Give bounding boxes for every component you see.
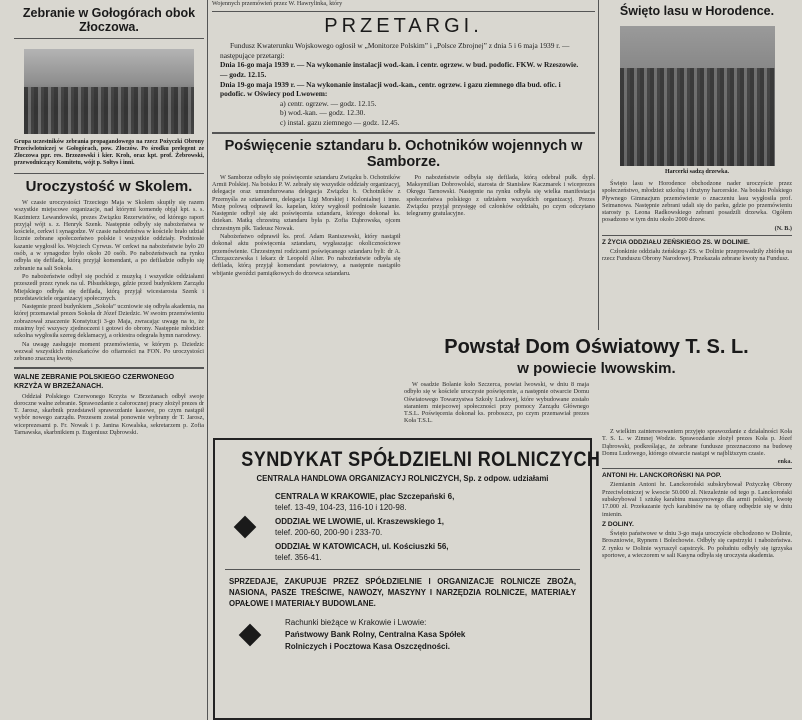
article-body-lanckoronski xyxy=(602,481,792,517)
article-body-horodenka xyxy=(602,180,792,232)
article-body-z-doliny xyxy=(602,530,792,559)
photo-caption-horodenka: Harcerki sadzą drzewka. xyxy=(664,169,730,175)
paragraph: Z wielkim zainteresowaniem przyjęto sprawozdanie z działalności Koła T. S. L. w Zimnej Wodzie. Sprawozdanie złożył prezes Koła p. Józef Dąbrowski, podkreślając, że zebrane fundusze przeznaczono na budowę Domu Ludowego, którego otwarcie nastąpi w najbliższym czasie. xyxy=(602,428,792,457)
paragraph: Członkinie oddziału żeńskiego ZS. w Dolinie przeprowadziły zbiórkę na rzecz Funduszu Obrony Narodowej. Przekazała zebrane kwoty na Fundusz. xyxy=(602,248,792,263)
article-title-lanckoronski: ANTONI Hr. LANCKOROŃSKI NA POP. xyxy=(602,472,722,480)
photo-crowd xyxy=(620,68,775,166)
right-lower-column xyxy=(602,428,792,720)
ad-diamond-left-2 xyxy=(215,617,285,653)
article-body-skole xyxy=(14,199,204,363)
paragraph: Ziemianin Antoni hr. Lanckoroński subskrybował Pożyczkę Obrony Przeciwlotniczej w kwocie 50.000 zł. Niezależnie od tego p. Lanckoroński subskrybował 1 sztukę karabinu maszynowego dla armii polskiej, kwotę 17.000 zł. Przekazanie tych karabinów na tę ofiarę odbędzie się w dniu imienin. xyxy=(602,481,792,518)
article-title-sambor: Poświęcenie sztandaru b. Ochotników wojennych w Samborze. xyxy=(224,137,583,170)
przetarg-1: Dnia 16-go maja 1939 r. — Na wykonanie instalacji wod.-kan. i centr. ogrzew. w bud. podofic. FKW. w Rzeszowie. — godz. 12.15. xyxy=(220,60,579,80)
ad-bank-section xyxy=(215,617,590,653)
paragraph: Święto państwowe w dniu 3-go maja uroczyście obchodzono w Dolinie, Broszniowie, Rypnem i Bolechowie. Odbyły się capstrzyki i nabożeństwa. Z rynku w Dolinie wyruszył capstrzyk. Po południu odbyły się igrzyska sportowe, a wieczorem w sali Kasyna odbyła się uroczysta akademia. xyxy=(602,529,792,559)
ad-line-2b: telef. 200-60, 200-90 i 233-70. xyxy=(275,528,383,537)
przetargi-intro: Fundusz Kwaterunku Wojskowego ogłosił w „Monitorze Polskim” i „Polsce Zbrojnej” z dnia 5 i 6 maja 1939 r. — następujące przetargi: xyxy=(220,41,570,60)
article-body-powstal-cont xyxy=(602,428,792,465)
paragraph: Święto lasu w Horodence obchodzone nader uroczyście przez społeczeństwo, młodzież szkolną i drużyny harcerskie. Na boisku Polskiego Pływnego Gimnazjum przemówienie o znaczeniu lasu wygłosiła prof. Seimanowa. Następnie zebrani udali się do parku, gdzie po przemówieniu starosty p. Leona Radkowskiego zebrani posadzili drzewka. Ogółem posadzono w tym dniu około 2000 drzew. xyxy=(602,180,792,224)
przetarg-2: Dnia 19-go maja 1939 r. — Na wykonanie instalacji wod.-kan., centr. ogrzew. i gazu ziemnego dla bud. ofic. i podofic. w Oświecy pod Lwowem: xyxy=(220,79,561,99)
ad-bank-head: Rachunki bieżące w Krakowie i Lwowie: xyxy=(285,618,427,627)
paragraph: Po nabożeństwie odbyła się defilada, którą odebrał pułk. dypl. Maksymilian Dobrowolski, starosta dr Stanisław Kaczmarek i wiceprezes Okręgu Tarnowski. Następnie na rynku odbyła się wielka manifestacja społeczeństwa polskiego z udziałem wszystkich organizacyj. Prezes Związku przyjął przysięgę od członków oddziału, po czym odczytano telegramy gratulacyjne. xyxy=(406,173,595,218)
sambor-col-1 xyxy=(212,174,401,422)
left-column xyxy=(14,0,204,720)
section-rule xyxy=(14,367,204,369)
article-title-z-doliny: Z DOLINY. xyxy=(602,520,634,528)
przetargi-body xyxy=(220,41,587,127)
article-title-skole: Uroczystość w Skolem. xyxy=(25,178,193,195)
paragraph: W osadzie Bolanie koło Szczerca, powiat lwowski, w dniu 8 maja odbyło się w kościele uroczyste poświęcenie, a następnie otwarcie Domu Oświatowego Towarzystwa Szkoły Ludowej, które wybudowane zostało staraniem miejscowej społeczności przy pomocy Zarządu Głównego T.S.L. Poświęcenia dokonał ks. proboszcz, po czym przemawiał prezes Koła T.S.L. xyxy=(404,381,589,425)
column-rule-right xyxy=(598,0,599,330)
ad-line-3b: telef. 356-41. xyxy=(275,553,322,562)
ad-line-1b: telef. 13-49, 104-23, 116-10 i 120-98. xyxy=(275,503,407,512)
ad-address-block xyxy=(275,491,454,563)
photo-caption-gologory: Grupa uczestników zebrania propagandowego na rzecz Pożyczki Obrony Przeciwlotniczej w Gołogórach, pow. Złoczów. Po środku prelegent ze Złoczowa ppr. res. Brzozowski i kier. Kroh, oraz kpt. prof. Żebrowski, przewodniczący Komitetu, wójt p. Sołtys i inni. xyxy=(14,139,204,166)
ad-diamond-icon xyxy=(239,624,262,647)
ad-addresses xyxy=(215,491,590,563)
ad-bank-2: Rolniczych i Pocztowa Kasa Oszczędności. xyxy=(285,642,450,651)
ad-diamond-icon xyxy=(234,516,257,539)
ad-rule xyxy=(225,569,580,570)
ad-diamond-left xyxy=(215,491,275,563)
ad-bank-1: Państwowy Bank Rolny, Centralna Kasa Spółek xyxy=(285,630,466,639)
ad-line-3: ODDZIAŁ W KATOWICACH, ul. Kościuszki 56, xyxy=(275,542,449,551)
przetarg-2b: b) wod.-kan. — godz. 12.30. xyxy=(280,108,366,118)
paragraph: W czasie uroczystości Trzeciego Maja w Skolem skupiły się razem wszystkie miejscowe organizacje, nad którymi komendę objął kpt. s. s. Kazimierz Lewandowski, prezes Związku Rezerwistów, od którego raport przyjął wójt s. z. Henryk Szenk. Następnie odbyły się nabożeństwa w kościele, cerkwi i synagodze. W czasie nabożeństwa w kościele brało udział licznie zebrane społeczeństwo polskie i wszystkie oddziały. Podniosłe kazanie wygłosił ks. Wojciech Cyrwus. W cerkwi na nabożeństwie było 20 osób, a w synagodze było około 20 osób. Po nabożeństwach na rynku odbyła się defilada, którą przyjął komendant, a po defiladzie odbyło się zebranie na sali Sokoła. xyxy=(14,199,204,272)
article-title-gologory: Zebranie w Gołogórach obok Złoczowa. xyxy=(22,6,196,34)
photo-gologory xyxy=(24,49,194,134)
przetargi-title: PRZETARGI. xyxy=(324,15,483,38)
section-rule xyxy=(602,468,792,469)
title-rule xyxy=(14,38,204,39)
ad-line-2: ODDZIAŁ WE LWOWIE, ul. Kraszewskiego 1, xyxy=(275,517,444,526)
article-subtitle-powstal: w powiecie lwowskim. xyxy=(517,360,676,377)
paragraph: Następnie przed budynkiem „Sokoła” uczniowie się odbyła akademia, na której przemawiał prezes Sokoła dr Józef Dziedzic. W swoim przemówieniu zobrazował znaczenie Konstytucji 3-go Maja, zwracając uwagę na to, że musimy być wszyscy zjednoczeni i gotowi do obrony. Następnie młodzież szkolna wygłosiła szereg deklamacyj, a orkiestra odegrała hymn narodowy. xyxy=(14,303,204,340)
signature: enka. xyxy=(777,458,792,466)
article-title-brzezany: WALNE ZEBRANIE POLSKIEGO CZERWONEGO KRZYŻA W BRZEŻANACH. xyxy=(14,373,175,390)
article-body-dolina-zs xyxy=(602,248,792,263)
section-rule xyxy=(212,132,595,134)
przetarg-2c: c) instal. gazu ziemnego — godz. 12.45. xyxy=(280,118,400,128)
paragraph: Po nabożeństwie odbył się pochód z muzyką i wszystkie oddziałami przeszedł przez rynek na ul. Piłsudskiego, gdzie przed budynkiem Zarządu Miejskiego odbyła się defilada, którą przyjął wicestarosta Szenk i przedstawiciele organizacyj społecznych. xyxy=(14,272,204,302)
article-title-powstal: Powstał Dom Oświatowy T. S. L. xyxy=(444,336,749,358)
article-body-brzezany xyxy=(14,393,204,437)
signature: (N. B.) xyxy=(774,224,792,232)
section-rule xyxy=(14,173,204,174)
photo-horodenka xyxy=(620,26,775,166)
advertisement-syndykat xyxy=(213,438,601,720)
article-title-horodenka: Święto lasu w Horodence. xyxy=(619,4,775,18)
ad-subtitle: CENTRALA HANDLOWA ORGANIZACYJ ROLNICZYCH, Sp. z odpow. udziałami xyxy=(256,474,549,483)
top-fragment: Wojennych przemówień przez W. Hawrylinka, który xyxy=(212,0,343,7)
paragraph: W Samborze odbyło się poświęcenie sztandaru Związku b. Ochotników Armii Polskiej. Na boisku P. W. zebrały się wszystkie oddziały organizacyj, delegacje oraz umundurowana delegacja Związku b. Ochotników z Przemyśla ze sztandarem, delegacja Ligi Morskiej i Kolonialnej i inne. Mszę polową odprawił ks. kapelan, który wygłosił podniosłe kazanie. Następnie odbył się akt poświęcenia sztandaru, którego dokonał ks. dziekan. Matką chrzestną sztandaru była p. Zofia Dąbrowska, ojcem chrzestnym płk. Tadeusz Nowak. xyxy=(212,173,401,232)
paragraph: Oddział Polskiego Czerwonego Krzyża w Brzeżanach odbył swoje doroczne walne zebranie. Sprawozdanie z całorocznej pracy złożył prezes dr T. Jarosz, skarbnik przedstawił sprawozdanie kasowe, po czym nastąpił wybór nowego zarządu. Prezesem został ponownie wybrany dr T. Jarosz, wiceprezesami p. Fr. Nowak i p. Janina Kowalska, sekretarzem p. Zofia Tarnawska, skarbnikiem p. Eugeniusz Dąbrowski. xyxy=(14,392,204,437)
paragraph: Na uwagę zasługuje moment przemówienia, w którym p. Dziedzic wezwał wszystkich mieszkańców do ofiarności na FON. Po uroczystości zebrano znaczną kwotę. xyxy=(14,340,204,363)
przetarg-2a: a) centr. ogrzew. — godz. 12.15. xyxy=(280,98,377,108)
article-title-dolina-zs: Z ŻYCIA ODDZIAŁU ZEŃSKIEGO ZS. W DOLINIE. xyxy=(602,239,750,247)
ad-bank-block xyxy=(285,617,465,653)
ad-title: SYNDYKAT SPÓŁDZIELNI ROLNICZYCH xyxy=(241,448,601,471)
section-rule xyxy=(602,235,792,236)
ad-goods: SPRZEDAJE, ZAKUPUJE PRZEZ SPÓŁDZIELNIE I ORGANIZACJE ROLNICZE ZBOŻA, NASIONA, PASZE TREŚCIWE, NAWOZY, MASZYNY I NARZĘDZIA ROLNICZE, MATERIAŁY OPAŁOWE I MATERIAŁY BUDOWLANE. xyxy=(229,577,576,608)
column-rule-left xyxy=(207,0,208,720)
paragraph: Nabożeństwo odprawił ks. prof. Adam Raniszewski, który nastąpił dokonał aktu poświęcenia sztandaru, wygłaszając okolicznościowe przemówienie. Chrzestnymi rodzicami poświęcanego sztandaru byli: dr A. Chrząszczewska i lekarz dr Leopold Alter. Po nabożeństwie odbyła się defilada, którą przyjął komendant powiatowy, a następnie nastąpiło wbijanie gwoździ pamiątkowych do drzewca sztandaru. xyxy=(212,233,401,277)
top-rule xyxy=(212,11,595,12)
ad-line-1: CENTRALA W KRAKOWIE, plac Szczepański 6, xyxy=(275,492,455,501)
photo-crowd xyxy=(24,87,194,134)
